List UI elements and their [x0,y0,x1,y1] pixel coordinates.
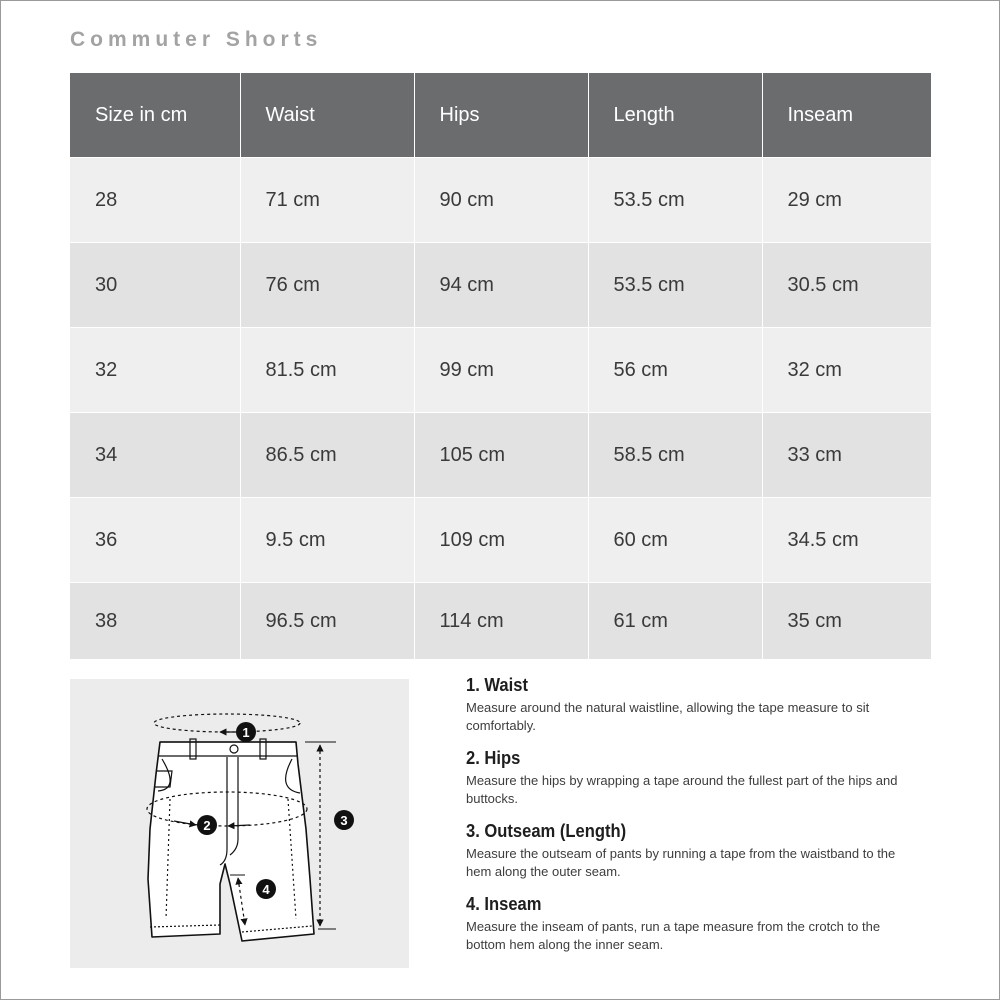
cell-size: 28 [70,158,240,243]
measurement-diagram [70,679,409,968]
guide-heading: 3. Outseam (Length) [466,821,627,841]
cell-length: 56 cm [588,328,762,413]
cell-hips: 90 cm [414,158,588,243]
guide-text: Measure the inseam of pants, run a tape measure from the crotch to the bottom hem along the inner seam. [466,919,881,952]
marker-4: 4 [262,882,270,897]
cell-length: 53.5 cm [588,158,762,243]
cell-size: 34 [70,413,240,498]
cell-inseam: 29 cm [762,158,931,243]
guide-heading: 4. Inseam [466,894,542,914]
cell-size: 30 [70,243,240,328]
cell-size: 32 [70,328,240,413]
guide-item-inseam [466,894,916,954]
marker-2: 2 [203,818,211,833]
cell-length: 58.5 cm [588,413,762,498]
table-header-row [70,73,931,158]
guide-text: Measure the outseam of pants by running a tape from the waistband to the hem along the outer seam. [466,846,896,879]
guide-heading: 2. Hips [466,748,521,768]
header-length: Length [588,73,762,158]
cell-waist: 71 cm [240,158,414,243]
table-row [70,498,931,583]
cell-hips: 105 cm [414,413,588,498]
cell-hips: 99 cm [414,328,588,413]
cell-hips: 109 cm [414,498,588,583]
size-chart-table [70,73,931,659]
cell-inseam: 34.5 cm [762,498,931,583]
table-row [70,328,931,413]
guide-heading: 1. Waist [466,675,528,695]
guide-item-hips [466,748,916,808]
cell-hips: 94 cm [414,243,588,328]
table-row [70,583,931,660]
cell-hips: 114 cm [414,583,588,660]
page-title: Commuter Shorts [70,28,323,51]
header-hips: Hips [414,73,588,158]
cell-size: 38 [70,583,240,660]
table-row [70,158,931,243]
shorts-measurement-diagram-icon [70,679,409,968]
header-size: Size in cm [70,73,240,158]
guide-item-waist [466,675,916,735]
cell-inseam: 35 cm [762,583,931,660]
guide-item-outseam [466,821,916,881]
table-row [70,413,931,498]
marker-1: 1 [242,725,250,740]
cell-waist: 86.5 cm [240,413,414,498]
cell-waist: 76 cm [240,243,414,328]
guide-text: Measure around the natural waistline, allowing the tape measure to sit comfortably. [466,700,870,733]
measurement-guide [466,675,916,967]
guide-text: Measure the hips by wrapping a tape around the fullest part of the hips and buttocks. [466,773,898,806]
cell-inseam: 33 cm [762,413,931,498]
cell-inseam: 32 cm [762,328,931,413]
header-waist: Waist [240,73,414,158]
marker-3: 3 [340,813,348,828]
cell-waist: 96.5 cm [240,583,414,660]
cell-length: 53.5 cm [588,243,762,328]
header-inseam: Inseam [762,73,931,158]
table-row [70,243,931,328]
cell-waist: 9.5 cm [240,498,414,583]
cell-length: 61 cm [588,583,762,660]
cell-waist: 81.5 cm [240,328,414,413]
cell-inseam: 30.5 cm [762,243,931,328]
cell-length: 60 cm [588,498,762,583]
cell-size: 36 [70,498,240,583]
